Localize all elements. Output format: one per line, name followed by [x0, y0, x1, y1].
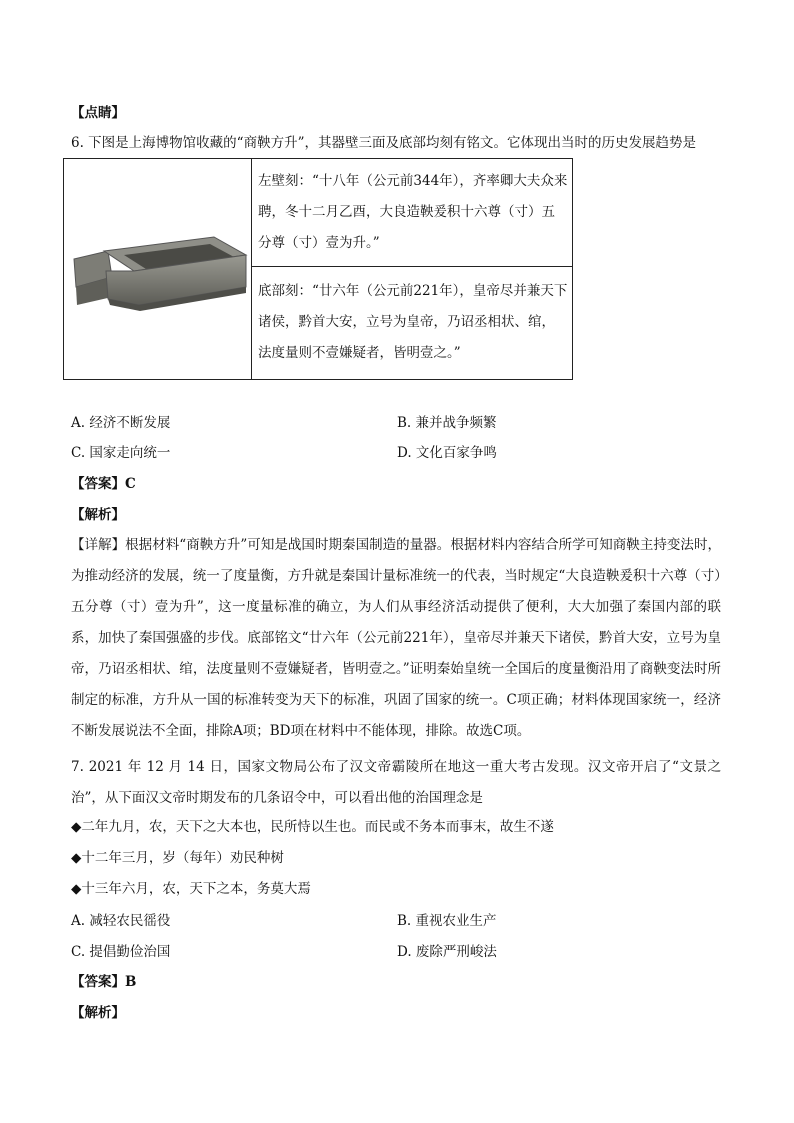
q6-option-c: C. 国家走向统一	[71, 445, 171, 461]
source-material-table	[63, 158, 573, 380]
q7-answer: 【答案】B	[71, 974, 137, 990]
vessel-image-cell	[64, 159, 252, 380]
q6-option-a: A. 经济不断发展	[71, 415, 171, 431]
q7-edict-3: ◆十三年六月，农，天下之本，务莫大焉	[71, 881, 311, 897]
dianjing-label: 【点睛】	[71, 105, 125, 121]
q6-option-b: B. 兼并战争频繁	[397, 415, 497, 431]
question-6-stem: 6. 下图是上海博物馆收藏的“商鞅方升”，其器壁三面及底部均刻有铭文。它体现出当时的历史发展趋势是	[71, 135, 696, 151]
q6-analysis-label: 【解析】	[71, 507, 125, 523]
left-wall-inscription: 左壁刻：“十八年（公元前344年），齐率卿大夫众来聘，冬十二月乙酉，大良造鞅爰积十六尊（寸）五分尊（寸）壹为升。”	[252, 159, 573, 267]
q6-detail: 【详解】根据材料“商鞅方升”可知是战国时期秦国制造的量器。根据材料内容结合所学可知商鞅主持变法时，为推动经济的发展，统一了度量衡，方升就是秦国计量标准统一的代表，当时规定“大良造鞅爰积十六尊（寸）五分尊（寸）壹为升”，这一度量标准的确立，为人们从事经济活动提供了便利，大大加强了秦国内部的联系，加快了秦国强盛的步伐。底部铭文“廿六年（公元前221年），皇帝尽并兼天下诸侯，黔首大安，立号为皇帝，乃诏丞相状、绾，法度量则不壹嫌疑者，皆明壹之。”证明秦始皇统一全国后的度量衡沿用了商鞅变法时所制定的标准，方升从一国的标准转变为天下的标准，巩固了国家的统一。C项正确；材料体现国家统一，经济不断发展说法不全面，排除A项；BD项在材料中不能体现，排除。故选C项。	[71, 537, 721, 739]
q7-option-b: B. 重视农业生产	[397, 913, 497, 929]
bronze-measure-vessel-icon	[64, 159, 251, 375]
q7-edict-2: ◆十二年三月，岁（每年）劝民种树	[71, 850, 284, 866]
q7-analysis-label: 【解析】	[71, 1005, 125, 1021]
q6-answer: 【答案】C	[71, 476, 136, 492]
q7-option-d: D. 废除严刑峻法	[397, 944, 497, 960]
question-7-stem: 7. 2021 年 12 月 14 日，国家文物局公布了汉文帝霸陵所在地这一重大考古发现。汉文帝开启了“文景之治”，从下面汉文帝时期发布的几条诏令中，可以看出他的治国理念是	[71, 759, 721, 806]
q7-option-a: A. 减轻农民徭役	[71, 913, 171, 929]
bottom-inscription: 底部刻：“廿六年（公元前221年），皇帝尽并兼天下诸侯，黔首大安，立号为皇帝，乃诏丞相状、绾，法度量则不壹嫌疑者，皆明壹之。”	[252, 266, 573, 379]
q7-option-c: C. 提倡勤俭治国	[71, 944, 171, 960]
q7-edict-1: ◆二年九月，农，天下之大本也，民所恃以生也。而民或不务本而事末，故生不遂	[71, 819, 554, 835]
q6-option-d: D. 文化百家争鸣	[397, 445, 497, 461]
